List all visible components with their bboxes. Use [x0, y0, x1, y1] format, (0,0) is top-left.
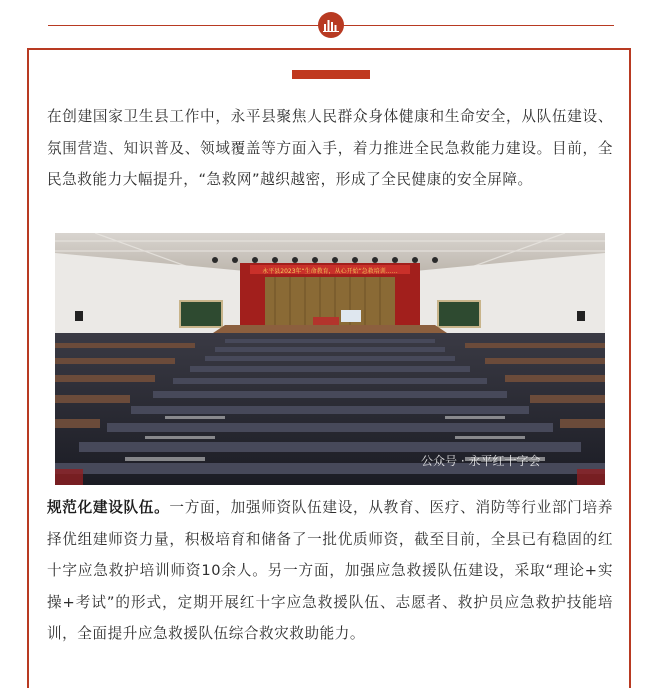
photo-watermark: 公众号 · 永平红十字会: [421, 454, 541, 468]
intro-paragraph: 在创建国家卫生县工作中，永平县聚焦人民群众身体健康和生命安全，从队伍建设、氛围营造、知识普及、领域覆盖等方面入手，着力推进全民急救能力建设。目前，全民急救能力大幅提升，“急救网”越织越密，形成了全民健康的安全屏障。: [47, 108, 613, 188]
stage-banner-text: 永平县2023年“生命教育，从心开始”急救培训……: [262, 268, 398, 275]
training-hall-photo: [55, 233, 605, 485]
bar-chart-icon: [323, 18, 339, 32]
header-badge: [318, 12, 344, 38]
section1-paragraph: [47, 492, 613, 650]
section-accent-bar: [292, 70, 370, 79]
auditorium-illustration: [55, 233, 605, 485]
section1-body: 一方面，加强师资队伍建设，从教育、医疗、消防等行业部门培养择优组建师资力量，积极培育和储备了一批优质师资，截至目前，全县已有稳固的红十字应急救护培训师资10余人。另一方面，加强应急救援队伍建设，采取“理论+实操+考试”的形式，定期开展红十字应急救援队伍、志愿者、救护员应急救护技能培训，全面提升应急救援队伍综合救灾救助能力。: [47, 499, 614, 642]
section1-title: 规范化建设队伍。: [47, 499, 170, 516]
